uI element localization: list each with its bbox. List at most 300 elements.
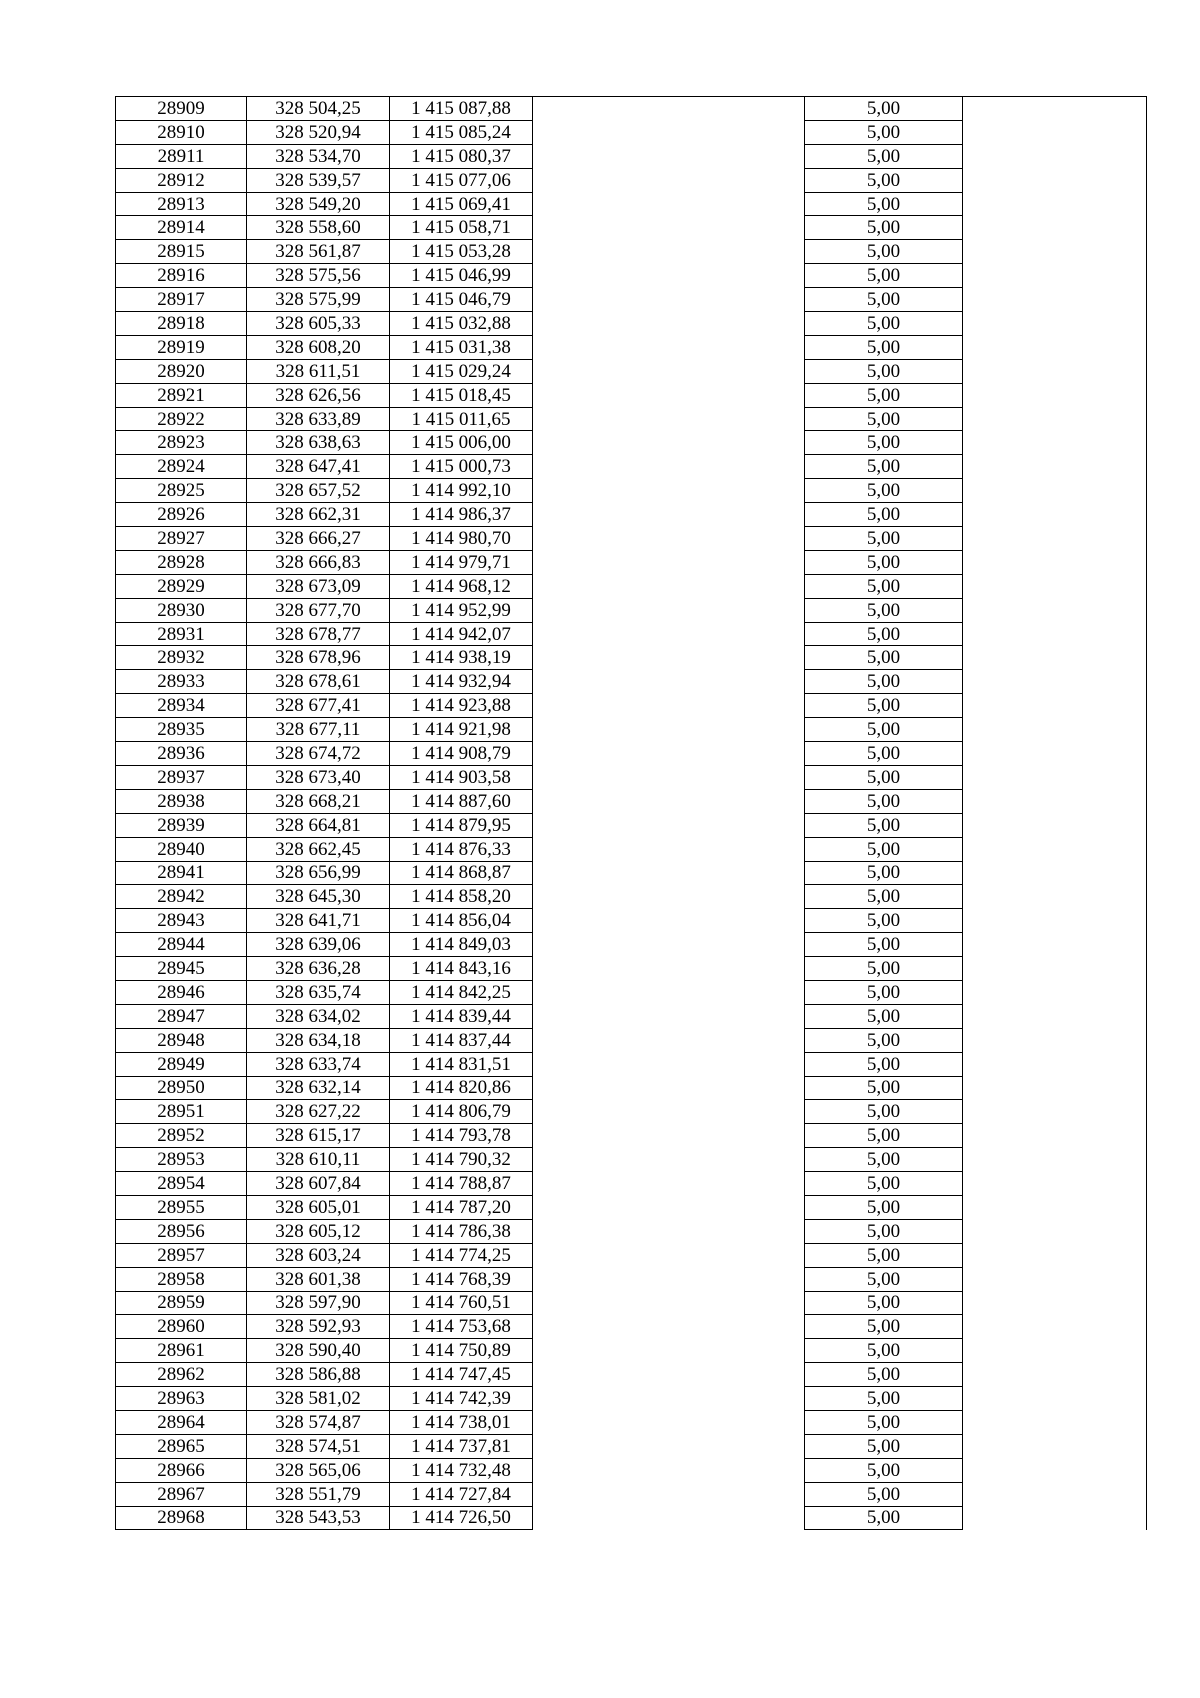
table-row [116,97,1147,121]
blank-cell [963,407,1147,431]
blank-cell [533,455,805,479]
blank-cell [533,1124,805,1148]
table-row [116,1052,1147,1076]
blank-cell [533,1387,805,1411]
point-number-cell: 28958 [116,1267,247,1291]
y-coordinate-cell: 1 415 046,79 [390,288,533,312]
x-coordinate-cell: 328 656,99 [247,861,390,885]
table-row [116,1219,1147,1243]
x-coordinate-cell: 328 575,56 [247,264,390,288]
blank-cell [963,1387,1147,1411]
blank-cell [533,813,805,837]
table-row [116,1172,1147,1196]
y-coordinate-cell: 1 415 046,99 [390,264,533,288]
point-number-cell: 28918 [116,312,247,336]
y-coordinate-cell: 1 414 887,60 [390,789,533,813]
point-number-cell: 28924 [116,455,247,479]
x-coordinate-cell: 328 610,11 [247,1148,390,1172]
x-coordinate-cell: 328 605,01 [247,1195,390,1219]
value-cell: 5,00 [805,312,963,336]
x-coordinate-cell: 328 597,90 [247,1291,390,1315]
table-row [116,1434,1147,1458]
blank-cell [533,550,805,574]
blank-cell [533,718,805,742]
blank-cell [963,97,1147,121]
value-cell: 5,00 [805,1028,963,1052]
table-row [116,216,1147,240]
blank-cell [963,670,1147,694]
value-cell: 5,00 [805,216,963,240]
y-coordinate-cell: 1 414 788,87 [390,1172,533,1196]
x-coordinate-cell: 328 634,18 [247,1028,390,1052]
x-coordinate-cell: 328 607,84 [247,1172,390,1196]
blank-cell [963,168,1147,192]
blank-cell [533,885,805,909]
y-coordinate-cell: 1 415 069,41 [390,192,533,216]
blank-cell [963,1195,1147,1219]
coordinates-table [115,96,1147,1530]
blank-cell [963,742,1147,766]
y-coordinate-cell: 1 414 876,33 [390,837,533,861]
x-coordinate-cell: 328 590,40 [247,1339,390,1363]
point-number-cell: 28920 [116,359,247,383]
y-coordinate-cell: 1 415 077,06 [390,168,533,192]
y-coordinate-cell: 1 414 843,16 [390,957,533,981]
y-coordinate-cell: 1 414 923,88 [390,694,533,718]
x-coordinate-cell: 328 558,60 [247,216,390,240]
blank-cell [533,1195,805,1219]
x-coordinate-cell: 328 632,14 [247,1076,390,1100]
table-row [116,407,1147,431]
y-coordinate-cell: 1 414 932,94 [390,670,533,694]
value-cell: 5,00 [805,1052,963,1076]
table-row [116,1124,1147,1148]
x-coordinate-cell: 328 549,20 [247,192,390,216]
table-row [116,861,1147,885]
table-row [116,431,1147,455]
x-coordinate-cell: 328 574,87 [247,1410,390,1434]
table-row [116,1243,1147,1267]
table-row [116,646,1147,670]
blank-cell [533,1243,805,1267]
table-row [116,335,1147,359]
value-cell: 5,00 [805,1339,963,1363]
x-coordinate-cell: 328 666,83 [247,550,390,574]
y-coordinate-cell: 1 415 085,24 [390,120,533,144]
x-coordinate-cell: 328 673,40 [247,765,390,789]
point-number-cell: 28965 [116,1434,247,1458]
point-number-cell: 28956 [116,1219,247,1243]
value-cell: 5,00 [805,97,963,121]
blank-cell [963,120,1147,144]
y-coordinate-cell: 1 414 856,04 [390,909,533,933]
blank-cell [533,1482,805,1506]
blank-cell [963,909,1147,933]
value-cell: 5,00 [805,765,963,789]
blank-cell [963,813,1147,837]
value-cell: 5,00 [805,288,963,312]
x-coordinate-cell: 328 561,87 [247,240,390,264]
table-row [116,957,1147,981]
value-cell: 5,00 [805,550,963,574]
blank-cell [533,646,805,670]
y-coordinate-cell: 1 414 986,37 [390,503,533,527]
blank-cell [533,1339,805,1363]
blank-cell [533,1076,805,1100]
value-cell: 5,00 [805,1076,963,1100]
value-cell: 5,00 [805,1458,963,1482]
blank-cell [533,407,805,431]
blank-cell [533,120,805,144]
blank-cell [533,1028,805,1052]
y-coordinate-cell: 1 414 980,70 [390,527,533,551]
blank-cell [533,503,805,527]
blank-cell [963,885,1147,909]
blank-cell [533,837,805,861]
table-row [116,622,1147,646]
y-coordinate-cell: 1 414 842,25 [390,980,533,1004]
blank-cell [533,1219,805,1243]
point-number-cell: 28949 [116,1052,247,1076]
blank-cell [533,1506,805,1530]
y-coordinate-cell: 1 414 768,39 [390,1267,533,1291]
blank-cell [963,1004,1147,1028]
x-coordinate-cell: 328 636,28 [247,957,390,981]
value-cell: 5,00 [805,1387,963,1411]
blank-cell [963,1243,1147,1267]
y-coordinate-cell: 1 414 938,19 [390,646,533,670]
blank-cell [963,1267,1147,1291]
point-number-cell: 28948 [116,1028,247,1052]
value-cell: 5,00 [805,503,963,527]
blank-cell [963,837,1147,861]
value-cell: 5,00 [805,1243,963,1267]
x-coordinate-cell: 328 520,94 [247,120,390,144]
y-coordinate-cell: 1 414 732,48 [390,1458,533,1482]
blank-cell [963,1052,1147,1076]
y-coordinate-cell: 1 414 831,51 [390,1052,533,1076]
blank-cell [533,765,805,789]
value-cell: 5,00 [805,1410,963,1434]
blank-cell [533,359,805,383]
blank-cell [963,1124,1147,1148]
x-coordinate-cell: 328 574,51 [247,1434,390,1458]
x-coordinate-cell: 328 581,02 [247,1387,390,1411]
table-row [116,813,1147,837]
blank-cell [963,479,1147,503]
y-coordinate-cell: 1 415 058,71 [390,216,533,240]
point-number-cell: 28941 [116,861,247,885]
y-coordinate-cell: 1 414 903,58 [390,765,533,789]
blank-cell [963,550,1147,574]
y-coordinate-cell: 1 414 760,51 [390,1291,533,1315]
x-coordinate-cell: 328 611,51 [247,359,390,383]
x-coordinate-cell: 328 504,25 [247,97,390,121]
value-cell: 5,00 [805,813,963,837]
x-coordinate-cell: 328 657,52 [247,479,390,503]
point-number-cell: 28944 [116,933,247,957]
x-coordinate-cell: 328 641,71 [247,909,390,933]
point-number-cell: 28909 [116,97,247,121]
blank-cell [533,622,805,646]
x-coordinate-cell: 328 677,41 [247,694,390,718]
coordinates-table-body [116,97,1147,1530]
blank-cell [533,909,805,933]
value-cell: 5,00 [805,957,963,981]
blank-cell [533,574,805,598]
value-cell: 5,00 [805,670,963,694]
table-row [116,168,1147,192]
value-cell: 5,00 [805,694,963,718]
y-coordinate-cell: 1 414 747,45 [390,1363,533,1387]
table-row [116,312,1147,336]
blank-cell [533,980,805,1004]
value-cell: 5,00 [805,789,963,813]
point-number-cell: 28936 [116,742,247,766]
value-cell: 5,00 [805,1434,963,1458]
value-cell: 5,00 [805,1100,963,1124]
x-coordinate-cell: 328 678,77 [247,622,390,646]
blank-cell [963,574,1147,598]
blank-cell [533,288,805,312]
value-cell: 5,00 [805,240,963,264]
x-coordinate-cell: 328 543,53 [247,1506,390,1530]
point-number-cell: 28955 [116,1195,247,1219]
blank-cell [963,192,1147,216]
blank-cell [963,1172,1147,1196]
value-cell: 5,00 [805,1482,963,1506]
y-coordinate-cell: 1 414 753,68 [390,1315,533,1339]
blank-cell [963,980,1147,1004]
blank-cell [963,359,1147,383]
blank-cell [963,1458,1147,1482]
blank-cell [963,861,1147,885]
point-number-cell: 28932 [116,646,247,670]
blank-cell [963,1410,1147,1434]
table-row [116,885,1147,909]
y-coordinate-cell: 1 414 787,20 [390,1195,533,1219]
value-cell: 5,00 [805,335,963,359]
x-coordinate-cell: 328 633,74 [247,1052,390,1076]
value-cell: 5,00 [805,479,963,503]
blank-cell [963,1291,1147,1315]
point-number-cell: 28929 [116,574,247,598]
x-coordinate-cell: 328 639,06 [247,933,390,957]
table-row [116,1291,1147,1315]
blank-cell [963,957,1147,981]
point-number-cell: 28927 [116,527,247,551]
x-coordinate-cell: 328 634,02 [247,1004,390,1028]
table-row [116,598,1147,622]
value-cell: 5,00 [805,1291,963,1315]
point-number-cell: 28928 [116,550,247,574]
blank-cell [963,288,1147,312]
table-row [116,742,1147,766]
value-cell: 5,00 [805,598,963,622]
value-cell: 5,00 [805,861,963,885]
point-number-cell: 28940 [116,837,247,861]
value-cell: 5,00 [805,980,963,1004]
y-coordinate-cell: 1 414 837,44 [390,1028,533,1052]
table-row [116,1410,1147,1434]
blank-cell [533,240,805,264]
table-row [116,909,1147,933]
table-row [116,1315,1147,1339]
value-cell: 5,00 [805,1267,963,1291]
blank-cell [533,479,805,503]
value-cell: 5,00 [805,1148,963,1172]
value-cell: 5,00 [805,1315,963,1339]
point-number-cell: 28938 [116,789,247,813]
x-coordinate-cell: 328 668,21 [247,789,390,813]
blank-cell [963,765,1147,789]
value-cell: 5,00 [805,885,963,909]
blank-cell [963,383,1147,407]
x-coordinate-cell: 328 638,63 [247,431,390,455]
x-coordinate-cell: 328 534,70 [247,144,390,168]
table-row [116,288,1147,312]
value-cell: 5,00 [805,527,963,551]
value-cell: 5,00 [805,622,963,646]
point-number-cell: 28962 [116,1363,247,1387]
y-coordinate-cell: 1 414 737,81 [390,1434,533,1458]
y-coordinate-cell: 1 414 786,38 [390,1219,533,1243]
y-coordinate-cell: 1 415 031,38 [390,335,533,359]
blank-cell [533,1172,805,1196]
point-number-cell: 28937 [116,765,247,789]
blank-cell [533,312,805,336]
y-coordinate-cell: 1 414 868,87 [390,861,533,885]
x-coordinate-cell: 328 647,41 [247,455,390,479]
point-number-cell: 28945 [116,957,247,981]
blank-cell [533,1458,805,1482]
table-row [116,527,1147,551]
value-cell: 5,00 [805,1363,963,1387]
y-coordinate-cell: 1 414 908,79 [390,742,533,766]
y-coordinate-cell: 1 415 006,00 [390,431,533,455]
blank-cell [533,1267,805,1291]
x-coordinate-cell: 328 678,61 [247,670,390,694]
table-row [116,120,1147,144]
blank-cell [533,670,805,694]
table-row [116,837,1147,861]
y-coordinate-cell: 1 415 011,65 [390,407,533,431]
point-number-cell: 28916 [116,264,247,288]
blank-cell [963,240,1147,264]
y-coordinate-cell: 1 414 820,86 [390,1076,533,1100]
table-row [116,1339,1147,1363]
table-row [116,503,1147,527]
x-coordinate-cell: 328 678,96 [247,646,390,670]
point-number-cell: 28915 [116,240,247,264]
table-row [116,1100,1147,1124]
point-number-cell: 28913 [116,192,247,216]
blank-cell [963,789,1147,813]
point-number-cell: 28910 [116,120,247,144]
table-row [116,455,1147,479]
blank-cell [533,742,805,766]
point-number-cell: 28923 [116,431,247,455]
point-number-cell: 28942 [116,885,247,909]
blank-cell [533,1004,805,1028]
blank-cell [963,1028,1147,1052]
table-row [116,479,1147,503]
x-coordinate-cell: 328 666,27 [247,527,390,551]
value-cell: 5,00 [805,120,963,144]
y-coordinate-cell: 1 414 806,79 [390,1100,533,1124]
blank-cell [963,1339,1147,1363]
y-coordinate-cell: 1 415 000,73 [390,455,533,479]
x-coordinate-cell: 328 664,81 [247,813,390,837]
table-row [116,1076,1147,1100]
blank-cell [533,1434,805,1458]
table-row [116,264,1147,288]
value-cell: 5,00 [805,455,963,479]
x-coordinate-cell: 328 615,17 [247,1124,390,1148]
point-number-cell: 28939 [116,813,247,837]
point-number-cell: 28954 [116,1172,247,1196]
point-number-cell: 28925 [116,479,247,503]
x-coordinate-cell: 328 592,93 [247,1315,390,1339]
y-coordinate-cell: 1 414 727,84 [390,1482,533,1506]
table-row [116,1004,1147,1028]
point-number-cell: 28960 [116,1315,247,1339]
blank-cell [533,1052,805,1076]
value-cell: 5,00 [805,168,963,192]
value-cell: 5,00 [805,837,963,861]
x-coordinate-cell: 328 673,09 [247,574,390,598]
point-number-cell: 28917 [116,288,247,312]
blank-cell [533,168,805,192]
point-number-cell: 28935 [116,718,247,742]
y-coordinate-cell: 1 414 952,99 [390,598,533,622]
blank-cell [533,1148,805,1172]
x-coordinate-cell: 328 645,30 [247,885,390,909]
value-cell: 5,00 [805,264,963,288]
blank-cell [963,718,1147,742]
blank-cell [533,933,805,957]
table-row [116,789,1147,813]
y-coordinate-cell: 1 414 849,03 [390,933,533,957]
x-coordinate-cell: 328 565,06 [247,1458,390,1482]
x-coordinate-cell: 328 674,72 [247,742,390,766]
y-coordinate-cell: 1 414 879,95 [390,813,533,837]
y-coordinate-cell: 1 414 726,50 [390,1506,533,1530]
table-row [116,192,1147,216]
table-row [116,1506,1147,1530]
table-row [116,1195,1147,1219]
y-coordinate-cell: 1 414 858,20 [390,885,533,909]
value-cell: 5,00 [805,192,963,216]
point-number-cell: 28926 [116,503,247,527]
y-coordinate-cell: 1 415 087,88 [390,97,533,121]
blank-cell [963,933,1147,957]
y-coordinate-cell: 1 414 992,10 [390,479,533,503]
x-coordinate-cell: 328 605,12 [247,1219,390,1243]
blank-cell [963,694,1147,718]
point-number-cell: 28946 [116,980,247,1004]
blank-cell [533,383,805,407]
blank-cell [533,1100,805,1124]
blank-cell [533,694,805,718]
point-number-cell: 28943 [116,909,247,933]
value-cell: 5,00 [805,574,963,598]
blank-cell [533,264,805,288]
value-cell: 5,00 [805,1124,963,1148]
value-cell: 5,00 [805,933,963,957]
blank-cell [533,598,805,622]
point-number-cell: 28930 [116,598,247,622]
